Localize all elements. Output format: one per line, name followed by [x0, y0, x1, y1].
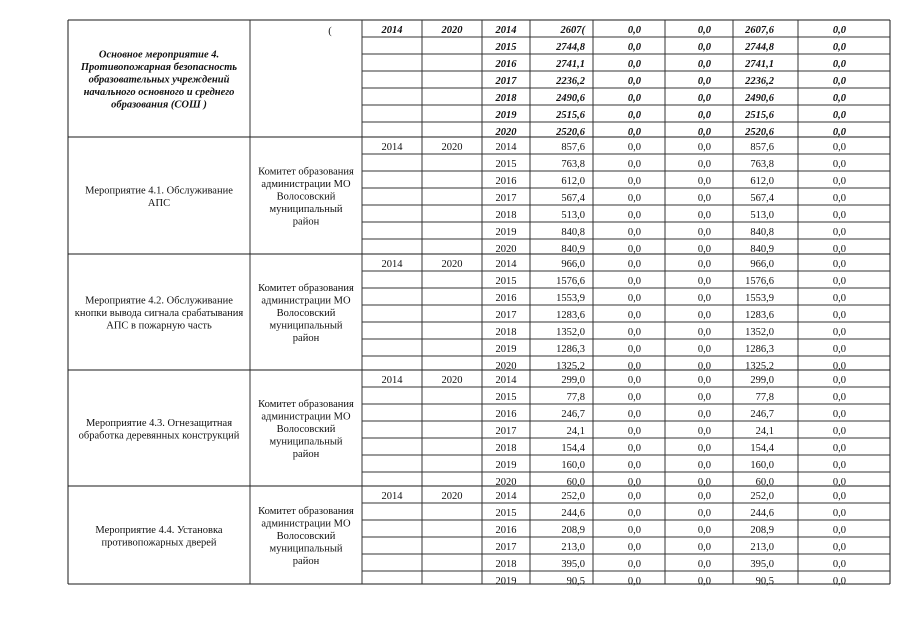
- row-year: 2019: [495, 110, 517, 121]
- row-year: 2017: [495, 193, 517, 204]
- row-total: 513,0: [561, 210, 585, 221]
- row-total: 2741,1: [556, 59, 585, 70]
- row-regional: 0,0: [697, 244, 711, 255]
- row-other: 0,0: [832, 344, 846, 355]
- section-start-year: 2014: [381, 259, 403, 270]
- row-local: 513,0: [750, 210, 774, 221]
- row-federal: 0,0: [627, 409, 641, 420]
- row-local: 24,1: [755, 426, 774, 437]
- row-local: 244,6: [750, 508, 774, 519]
- section-executor-line: район: [292, 556, 320, 567]
- row-regional: 0,0: [697, 93, 711, 104]
- section-executor-line: администрации МО: [261, 295, 351, 307]
- section-title-line: АПС: [147, 197, 171, 209]
- row-total: 213,0: [561, 542, 585, 553]
- row-regional: 0,0: [697, 159, 711, 170]
- row-other: 0,0: [832, 176, 846, 187]
- row-regional: 0,0: [697, 392, 711, 403]
- row-local: 246,7: [750, 409, 774, 420]
- row-year: 2019: [495, 227, 517, 238]
- row-other: 0,0: [832, 42, 846, 53]
- row-other: 0,0: [832, 477, 846, 488]
- row-regional: 0,0: [697, 176, 711, 187]
- row-federal: 0,0: [627, 559, 641, 570]
- row-regional: 0,0: [697, 508, 711, 519]
- row-other: 0,0: [832, 375, 846, 386]
- row-other: 0,0: [832, 76, 846, 87]
- row-total: 90,5: [566, 576, 585, 587]
- section-title-line: Мероприятие 4.3. Огнезащитная: [85, 417, 233, 429]
- row-other: 0,0: [832, 59, 846, 70]
- row-regional: 0,0: [697, 525, 711, 536]
- row-federal: 0,0: [627, 210, 641, 221]
- row-regional: 0,0: [697, 293, 711, 304]
- row-local: 77,8: [755, 392, 774, 403]
- row-regional: 0,0: [697, 426, 711, 437]
- row-federal: 0,0: [627, 110, 641, 121]
- row-federal: 0,0: [627, 127, 641, 138]
- row-federal: 0,0: [627, 327, 641, 338]
- row-regional: 0,0: [697, 409, 711, 420]
- row-regional: 0,0: [697, 344, 711, 355]
- row-total: 1352,0: [556, 327, 585, 338]
- row-federal: 0,0: [627, 542, 641, 553]
- row-year: 2014: [495, 25, 517, 36]
- row-year: 2016: [495, 293, 517, 304]
- row-year: 2017: [495, 310, 517, 321]
- row-year: 2017: [495, 426, 517, 437]
- row-year: 2019: [495, 344, 517, 355]
- row-year: 2020: [495, 244, 517, 255]
- row-regional: 0,0: [697, 327, 711, 338]
- row-local: 840,9: [750, 244, 774, 255]
- row-local: 2744,8: [745, 42, 774, 53]
- section-title-line: обработка деревянных конструкций: [78, 430, 240, 442]
- row-year: 2016: [495, 525, 517, 536]
- row-total: 24,1: [566, 426, 585, 437]
- row-year: 2016: [495, 59, 517, 70]
- row-total: 1325,2: [556, 361, 585, 372]
- row-federal: 0,0: [627, 76, 641, 87]
- row-federal: 0,0: [627, 508, 641, 519]
- row-year: 2020: [495, 477, 517, 488]
- section-executor-line: Волосовский: [276, 424, 336, 435]
- row-regional: 0,0: [697, 460, 711, 471]
- row-local: 567,4: [750, 193, 774, 204]
- row-other: 0,0: [832, 227, 846, 238]
- row-local: 154,4: [750, 443, 774, 454]
- row-other: 0,0: [832, 244, 846, 255]
- row-local: 612,0: [750, 176, 774, 187]
- section-start-year: 2014: [381, 142, 403, 153]
- section-end-year: 2020: [441, 375, 463, 386]
- row-federal: 0,0: [627, 310, 641, 321]
- row-federal: 0,0: [627, 426, 641, 437]
- row-year: 2016: [495, 176, 517, 187]
- row-other: 0,0: [832, 525, 846, 536]
- row-local: 2520,6: [745, 127, 774, 138]
- section-executor-line: Комитет образования: [258, 399, 354, 410]
- row-regional: 0,0: [697, 59, 711, 70]
- row-total: 2744,8: [556, 42, 585, 53]
- section-executor-line: район: [292, 449, 320, 460]
- row-total: 60,0: [566, 477, 585, 488]
- row-regional: 0,0: [697, 491, 711, 502]
- row-regional: 0,0: [697, 142, 711, 153]
- row-local: 1553,9: [745, 293, 774, 304]
- section-end-year: 2020: [441, 25, 463, 36]
- section-title-line: Противопожарная безопасность: [80, 62, 238, 73]
- row-total: 2515,6: [556, 110, 585, 121]
- row-total: 160,0: [561, 460, 585, 471]
- section-executor-line: муниципальный: [269, 543, 343, 555]
- row-regional: 0,0: [697, 576, 711, 587]
- row-total: 154,4: [561, 443, 585, 454]
- row-federal: 0,0: [627, 93, 641, 104]
- row-total: 1553,9: [556, 293, 585, 304]
- row-other: 0,0: [832, 259, 846, 270]
- row-other: 0,0: [832, 542, 846, 553]
- row-federal: 0,0: [627, 276, 641, 287]
- row-local: 2515,6: [745, 110, 774, 121]
- row-local: 395,0: [750, 559, 774, 570]
- row-total: 77,8: [566, 392, 585, 403]
- row-regional: 0,0: [697, 127, 711, 138]
- row-federal: 0,0: [627, 344, 641, 355]
- row-other: 0,0: [832, 310, 846, 321]
- row-other: 0,0: [832, 127, 846, 138]
- row-other: 0,0: [832, 508, 846, 519]
- section-title-line: Мероприятие 4.1. Обслуживание: [85, 185, 233, 197]
- row-regional: 0,0: [697, 361, 711, 372]
- row-year: 2020: [495, 127, 517, 138]
- section-title-line: противопожарных дверей: [101, 537, 217, 549]
- row-regional: 0,0: [697, 443, 711, 454]
- row-year: 2020: [495, 361, 517, 372]
- row-year: 2019: [495, 460, 517, 471]
- section-start-year: 2014: [381, 491, 403, 502]
- section-executor-line: муниципальный: [269, 320, 343, 332]
- row-total: 246,7: [561, 409, 585, 420]
- row-other: 0,0: [832, 25, 846, 36]
- section-title-line: Мероприятие 4.4. Установка: [95, 524, 223, 536]
- row-federal: 0,0: [627, 491, 641, 502]
- row-total: 840,9: [561, 244, 585, 255]
- row-year: 2014: [495, 491, 517, 502]
- row-year: 2018: [495, 210, 517, 221]
- section-title-line: начального основного и среднего: [83, 87, 235, 98]
- section-executor-line: Комитет образования: [258, 166, 354, 178]
- row-other: 0,0: [832, 110, 846, 121]
- section-executor-line: Волосовский: [276, 531, 336, 542]
- row-federal: 0,0: [627, 361, 641, 372]
- row-other: 0,0: [832, 142, 846, 153]
- row-federal: 0,0: [627, 59, 641, 70]
- row-federal: 0,0: [627, 259, 641, 270]
- section-executor-line: район: [292, 333, 320, 344]
- section-executor-line: Комитет образования: [258, 283, 354, 294]
- row-other: 0,0: [832, 460, 846, 471]
- row-local: 966,0: [750, 259, 774, 270]
- row-total: 252,0: [561, 491, 585, 502]
- row-total: 763,8: [561, 159, 585, 170]
- row-regional: 0,0: [697, 76, 711, 87]
- row-year: 2018: [495, 93, 517, 104]
- row-other: 0,0: [832, 293, 846, 304]
- row-other: 0,0: [832, 361, 846, 372]
- row-regional: 0,0: [697, 477, 711, 488]
- row-regional: 0,0: [697, 542, 711, 553]
- section-executor-line: район: [292, 216, 320, 228]
- row-federal: 0,0: [627, 42, 641, 53]
- row-federal: 0,0: [627, 460, 641, 471]
- row-total: 395,0: [561, 559, 585, 570]
- row-year: 2018: [495, 327, 517, 338]
- row-regional: 0,0: [697, 310, 711, 321]
- row-local: 299,0: [750, 375, 774, 386]
- row-local: 1325,2: [745, 361, 774, 372]
- row-total: 1286,3: [556, 344, 585, 355]
- row-other: 0,0: [832, 491, 846, 502]
- section-end-year: 2020: [441, 259, 463, 270]
- row-other: 0,0: [832, 210, 846, 221]
- row-year: 2015: [495, 392, 517, 403]
- row-total: 2520,6: [556, 127, 585, 138]
- row-local: 840,8: [750, 227, 774, 238]
- row-local: 763,8: [750, 159, 774, 170]
- section-title-line: Основное мероприятие 4.: [98, 49, 220, 61]
- row-total: 1283,6: [556, 310, 585, 321]
- row-regional: 0,0: [697, 110, 711, 121]
- row-local: 1352,0: [745, 327, 774, 338]
- row-local: 2607,6: [745, 25, 774, 36]
- row-other: 0,0: [832, 443, 846, 454]
- section-title-line: кнопки вывода сигнала срабатывания: [74, 308, 244, 319]
- row-other: 0,0: [832, 426, 846, 437]
- row-federal: 0,0: [627, 392, 641, 403]
- row-regional: 0,0: [697, 210, 711, 221]
- row-other: 0,0: [832, 159, 846, 170]
- row-total: 612,0: [561, 176, 585, 187]
- row-regional: 0,0: [697, 25, 711, 36]
- row-local: 1286,3: [745, 344, 774, 355]
- row-total: 244,6: [561, 508, 585, 519]
- row-local: 208,9: [750, 525, 774, 536]
- section-executor-line: администрации МО: [261, 518, 351, 530]
- section-executor-line: администрации МО: [261, 411, 351, 423]
- section-executor-line: (: [328, 26, 332, 37]
- row-regional: 0,0: [697, 227, 711, 238]
- row-federal: 0,0: [627, 525, 641, 536]
- row-total: 1576,6: [556, 276, 585, 287]
- row-local: 2490,6: [745, 93, 774, 104]
- row-local: 1283,6: [745, 310, 774, 321]
- row-federal: 0,0: [627, 227, 641, 238]
- section-executor-line: Комитет образования: [258, 506, 354, 517]
- row-regional: 0,0: [697, 276, 711, 287]
- row-total: 299,0: [561, 375, 585, 386]
- row-federal: 0,0: [627, 176, 641, 187]
- row-year: 2015: [495, 42, 517, 53]
- row-federal: 0,0: [627, 159, 641, 170]
- row-local: 1576,6: [745, 276, 774, 287]
- row-year: 2019: [495, 576, 517, 587]
- row-year: 2014: [495, 375, 517, 386]
- row-total: 840,8: [561, 227, 585, 238]
- row-other: 0,0: [832, 327, 846, 338]
- row-total: 2236,2: [556, 76, 585, 87]
- row-total: 208,9: [561, 525, 585, 536]
- row-regional: 0,0: [697, 42, 711, 53]
- row-total: 567,4: [561, 193, 585, 204]
- section-title-line: образовательных учреждений: [88, 74, 230, 86]
- section-executor-line: администрации МО: [261, 179, 351, 190]
- section-executor-line: муниципальный: [269, 436, 343, 448]
- section-title-line: АПС в пожарную часть: [106, 320, 212, 332]
- row-federal: 0,0: [627, 193, 641, 204]
- row-local: 2236,2: [745, 76, 774, 87]
- section-executor-line: Волосовский: [276, 191, 336, 203]
- row-year: 2015: [495, 159, 517, 170]
- row-federal: 0,0: [627, 244, 641, 255]
- section-start-year: 2014: [381, 25, 403, 36]
- row-other: 0,0: [832, 193, 846, 204]
- row-total: 2607(: [560, 25, 585, 36]
- section-executor-line: Волосовский: [276, 308, 336, 319]
- row-other: 0,0: [832, 409, 846, 420]
- row-local: 213,0: [750, 542, 774, 553]
- row-federal: 0,0: [627, 25, 641, 36]
- section-start-year: 2014: [381, 375, 403, 386]
- row-local: 60,0: [755, 477, 774, 488]
- row-year: 2014: [495, 259, 517, 270]
- row-federal: 0,0: [627, 576, 641, 587]
- row-federal: 0,0: [627, 477, 641, 488]
- row-local: 160,0: [750, 460, 774, 471]
- row-year: 2015: [495, 508, 517, 519]
- row-other: 0,0: [832, 392, 846, 403]
- row-federal: 0,0: [627, 142, 641, 153]
- row-year: 2014: [495, 142, 517, 153]
- row-other: 0,0: [832, 276, 846, 287]
- row-other: 0,0: [832, 576, 846, 587]
- row-total: 857,6: [561, 142, 585, 153]
- section-title-line: образования (СОШ ): [111, 99, 207, 111]
- section-executor-line: муниципальный: [269, 204, 343, 215]
- row-federal: 0,0: [627, 293, 641, 304]
- row-regional: 0,0: [697, 259, 711, 270]
- row-year: 2015: [495, 276, 517, 287]
- section-end-year: 2020: [441, 491, 463, 502]
- row-local: 857,6: [750, 142, 774, 153]
- row-local: 2741,1: [745, 59, 774, 70]
- row-federal: 0,0: [627, 443, 641, 454]
- row-regional: 0,0: [697, 193, 711, 204]
- row-year: 2018: [495, 559, 517, 570]
- row-local: 252,0: [750, 491, 774, 502]
- row-local: 90,5: [755, 576, 774, 587]
- row-year: 2017: [495, 542, 517, 553]
- row-other: 0,0: [832, 559, 846, 570]
- row-other: 0,0: [832, 93, 846, 104]
- section-end-year: 2020: [441, 142, 463, 153]
- row-federal: 0,0: [627, 375, 641, 386]
- section-title-line: Мероприятие 4.2. Обслуживание: [85, 295, 233, 307]
- row-year: 2016: [495, 409, 517, 420]
- row-regional: 0,0: [697, 375, 711, 386]
- row-regional: 0,0: [697, 559, 711, 570]
- row-total: 966,0: [561, 259, 585, 270]
- row-total: 2490,6: [556, 93, 585, 104]
- row-year: 2017: [495, 76, 517, 87]
- row-year: 2018: [495, 443, 517, 454]
